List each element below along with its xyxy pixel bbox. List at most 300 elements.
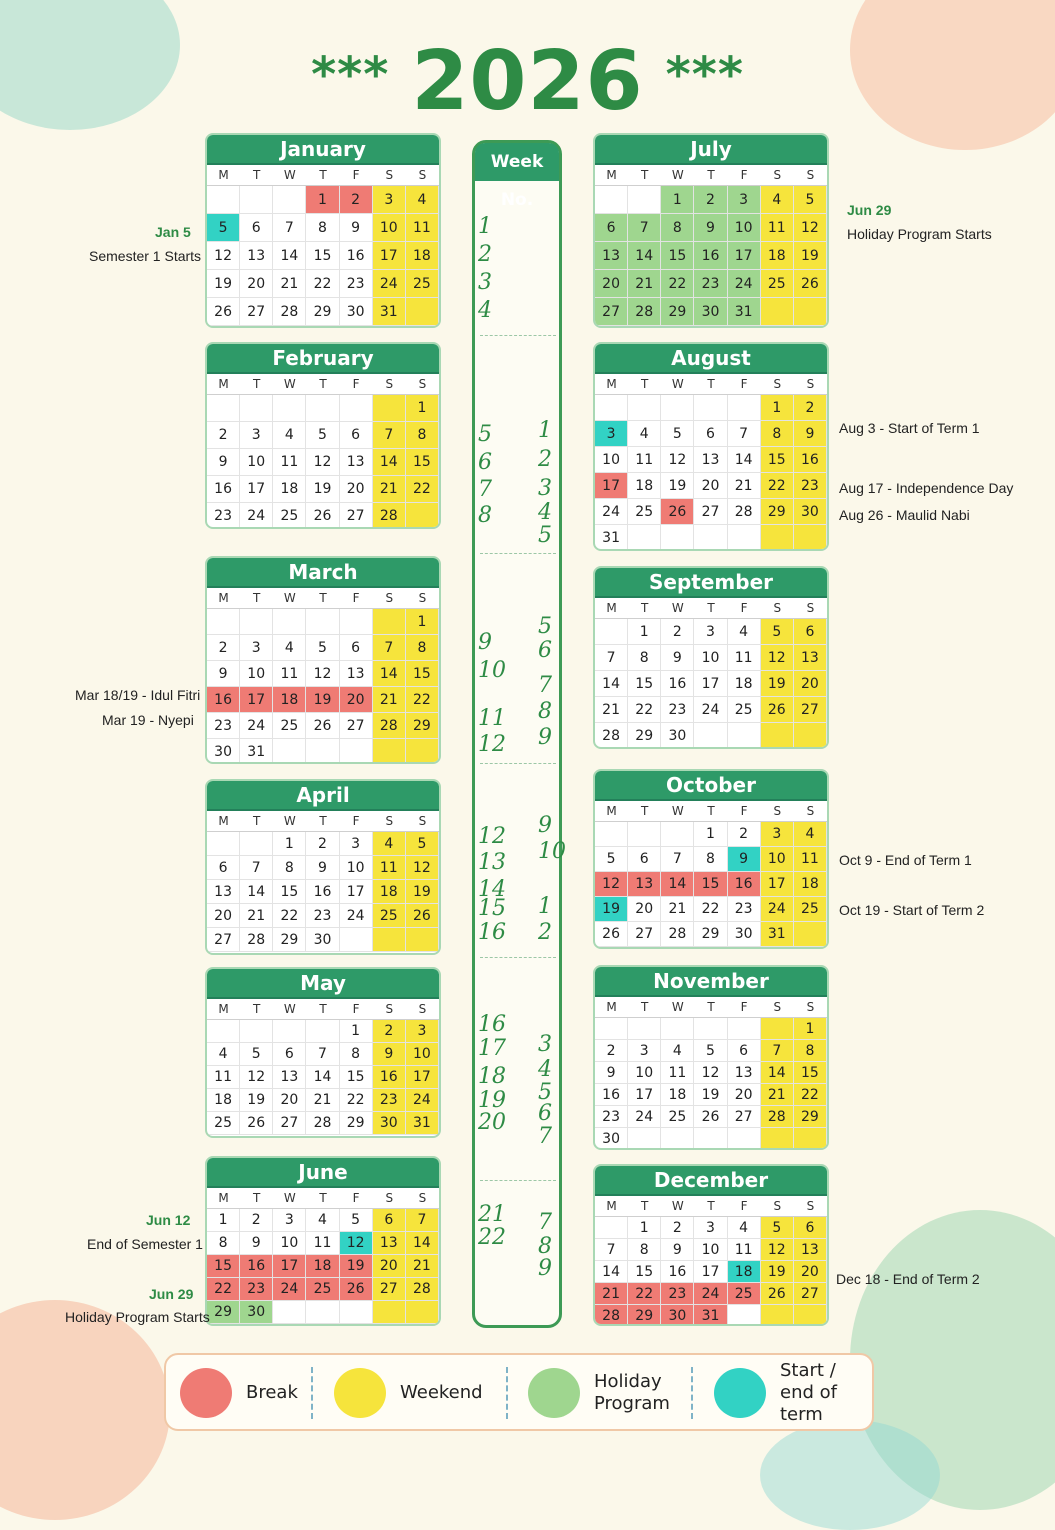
day-cell: 10 <box>595 447 628 473</box>
empty-cell <box>273 1301 306 1324</box>
day-cell: 11 <box>273 661 306 687</box>
day-cell: 28 <box>595 1305 628 1326</box>
day-cell: 18 <box>794 872 827 897</box>
weekday-header: F <box>728 598 761 619</box>
note-jun29-date: Jun 29 <box>149 1286 194 1302</box>
empty-cell <box>373 609 406 635</box>
weekday-header: S <box>761 801 794 822</box>
month-grid <box>207 165 439 326</box>
day-cell: 7 <box>373 635 406 661</box>
day-cell: 20 <box>595 270 628 298</box>
empty-cell <box>273 609 306 635</box>
weekday-header: S <box>406 165 439 186</box>
day-cell: 18 <box>373 880 406 904</box>
week-number-right: 1 <box>538 418 552 443</box>
day-cell: 23 <box>661 697 694 723</box>
empty-cell <box>340 1301 373 1324</box>
day-cell: 8 <box>273 856 306 880</box>
weekday-header: S <box>373 588 406 609</box>
day-cell: 6 <box>794 619 827 645</box>
week-number-left: 15 <box>478 896 506 921</box>
day-cell: 25 <box>207 1112 240 1135</box>
day-cell: 23 <box>306 904 339 928</box>
day-cell: 25 <box>794 897 827 922</box>
day-cell: 10 <box>694 645 727 671</box>
weekday-header: W <box>273 588 306 609</box>
day-cell: 11 <box>373 856 406 880</box>
day-cell: 30 <box>340 298 373 326</box>
week-number-left: 2 <box>478 242 492 267</box>
weekday-header: T <box>628 165 661 186</box>
term-swatch <box>714 1368 766 1418</box>
day-cell: 20 <box>240 270 273 298</box>
day-cell: 3 <box>240 422 273 449</box>
day-cell: 4 <box>794 822 827 847</box>
weekday-header: M <box>207 588 240 609</box>
empty-cell <box>595 1217 628 1239</box>
month-february <box>205 342 441 529</box>
empty-cell <box>340 395 373 422</box>
day-cell: 17 <box>406 1066 439 1089</box>
day-cell: 22 <box>207 1278 240 1301</box>
week-number-left: 21 <box>478 1202 506 1227</box>
day-cell: 13 <box>373 1232 406 1255</box>
month-grid <box>595 801 827 947</box>
day-cell: 25 <box>628 499 661 525</box>
note-jul-text: Holiday Program Starts <box>847 226 992 242</box>
week-number-right: 9 <box>538 1256 552 1281</box>
weekday-header: S <box>794 1196 827 1217</box>
empty-cell <box>273 395 306 422</box>
legend-holiday-label: Holiday Program <box>594 1371 670 1414</box>
day-cell: 27 <box>340 713 373 739</box>
day-cell: 26 <box>694 1106 727 1128</box>
day-cell: 6 <box>273 1043 306 1066</box>
empty-cell <box>373 1301 406 1324</box>
month-title: August <box>595 344 827 374</box>
weekday-header: F <box>340 588 373 609</box>
empty-cell <box>794 525 827 551</box>
day-cell: 9 <box>595 1062 628 1084</box>
day-cell: 7 <box>728 421 761 447</box>
week-number-right: 3 <box>538 476 552 501</box>
empty-cell <box>373 928 406 952</box>
day-cell: 27 <box>628 922 661 947</box>
day-cell: 18 <box>728 1261 761 1283</box>
day-cell: 16 <box>661 671 694 697</box>
weekday-header: W <box>661 801 694 822</box>
day-cell: 29 <box>761 499 794 525</box>
day-cell: 5 <box>306 635 339 661</box>
day-cell: 17 <box>373 242 406 270</box>
week-number-left: 10 <box>478 658 506 683</box>
day-cell: 16 <box>728 872 761 897</box>
day-cell: 14 <box>728 447 761 473</box>
empty-cell <box>240 395 273 422</box>
weekday-header: T <box>694 997 727 1018</box>
month-title: January <box>207 135 439 165</box>
empty-cell <box>406 1301 439 1324</box>
weekday-header: S <box>761 165 794 186</box>
day-cell: 23 <box>340 270 373 298</box>
day-cell: 5 <box>207 214 240 242</box>
empty-cell <box>794 723 827 749</box>
day-cell: 29 <box>207 1301 240 1324</box>
day-cell: 12 <box>761 645 794 671</box>
note-jun12-text: End of Semester 1 <box>87 1236 203 1252</box>
weekday-header: T <box>240 165 273 186</box>
weekday-header: M <box>207 999 240 1020</box>
note-jun12-date: Jun 12 <box>146 1212 191 1228</box>
day-cell: 2 <box>661 619 694 645</box>
empty-cell <box>207 395 240 422</box>
note-mar-idul-fitri: Mar 18/19 - Idul Fitri <box>75 687 201 703</box>
day-cell: 11 <box>628 447 661 473</box>
month-title: September <box>595 568 827 598</box>
day-cell: 6 <box>340 422 373 449</box>
day-cell: 20 <box>794 671 827 697</box>
empty-cell <box>373 395 406 422</box>
day-cell: 18 <box>207 1089 240 1112</box>
note-jan5-date: Jan 5 <box>155 224 191 240</box>
day-cell: 5 <box>761 619 794 645</box>
day-cell: 13 <box>794 1239 827 1261</box>
day-cell: 17 <box>694 671 727 697</box>
day-cell: 3 <box>761 822 794 847</box>
day-cell: 24 <box>240 503 273 529</box>
day-cell: 25 <box>406 270 439 298</box>
day-cell: 21 <box>661 897 694 922</box>
day-cell: 5 <box>340 1209 373 1232</box>
week-number-left: 7 <box>478 477 492 502</box>
empty-cell <box>306 739 339 764</box>
day-cell: 30 <box>694 298 727 326</box>
day-cell: 11 <box>794 847 827 872</box>
day-cell: 30 <box>373 1112 406 1135</box>
week-number-left: 20 <box>478 1110 506 1135</box>
day-cell: 23 <box>207 503 240 529</box>
day-cell: 22 <box>694 897 727 922</box>
day-cell: 16 <box>306 880 339 904</box>
day-cell: 24 <box>595 499 628 525</box>
weekday-header: T <box>628 801 661 822</box>
note-aug3: Aug 3 - Start of Term 1 <box>839 420 980 436</box>
day-cell: 13 <box>207 880 240 904</box>
day-cell: 22 <box>406 687 439 713</box>
day-cell: 21 <box>406 1255 439 1278</box>
day-cell: 11 <box>207 1066 240 1089</box>
day-cell: 22 <box>306 270 339 298</box>
empty-cell <box>207 832 240 856</box>
day-cell: 19 <box>761 671 794 697</box>
day-cell: 19 <box>794 242 827 270</box>
day-cell: 15 <box>661 242 694 270</box>
day-cell: 14 <box>240 880 273 904</box>
weekday-header: M <box>207 374 240 395</box>
day-cell: 14 <box>306 1066 339 1089</box>
day-cell: 16 <box>694 242 727 270</box>
day-cell: 8 <box>628 1239 661 1261</box>
day-cell: 5 <box>240 1043 273 1066</box>
day-cell: 23 <box>207 713 240 739</box>
day-cell: 3 <box>694 1217 727 1239</box>
day-cell: 19 <box>661 473 694 499</box>
day-cell: 9 <box>794 421 827 447</box>
day-cell: 3 <box>240 635 273 661</box>
empty-cell <box>306 609 339 635</box>
weekday-header: M <box>207 1188 240 1209</box>
weekday-header: M <box>595 997 628 1018</box>
weekday-header: M <box>207 165 240 186</box>
day-cell: 18 <box>728 671 761 697</box>
weekday-header: S <box>761 1196 794 1217</box>
day-cell: 24 <box>373 270 406 298</box>
day-cell: 28 <box>240 928 273 952</box>
weekday-header: F <box>728 165 761 186</box>
legend <box>164 1353 874 1431</box>
week-number-right: 6 <box>538 638 552 663</box>
day-cell: 24 <box>628 1106 661 1128</box>
empty-cell <box>240 1020 273 1043</box>
week-number-left: 22 <box>478 1225 506 1250</box>
day-cell: 9 <box>306 856 339 880</box>
day-cell: 2 <box>661 1217 694 1239</box>
week-number-right: 1 <box>538 894 552 919</box>
day-cell: 16 <box>595 1084 628 1106</box>
month-grid <box>595 598 827 749</box>
empty-cell <box>628 1128 661 1150</box>
empty-cell <box>406 503 439 529</box>
day-cell: 25 <box>761 270 794 298</box>
day-cell: 27 <box>340 503 373 529</box>
week-number-header: Week No. <box>475 143 559 181</box>
weekday-header: S <box>406 374 439 395</box>
day-cell: 26 <box>306 503 339 529</box>
week-number-left: 4 <box>478 298 492 323</box>
day-cell: 4 <box>628 421 661 447</box>
empty-cell <box>406 298 439 326</box>
day-cell: 13 <box>340 661 373 687</box>
day-cell: 3 <box>273 1209 306 1232</box>
day-cell: 3 <box>595 421 628 447</box>
weekday-header: S <box>794 997 827 1018</box>
empty-cell <box>595 619 628 645</box>
day-cell: 5 <box>794 186 827 214</box>
day-cell: 13 <box>340 449 373 476</box>
week-separator <box>480 553 556 554</box>
day-cell: 26 <box>661 499 694 525</box>
day-cell: 26 <box>306 713 339 739</box>
month-grid <box>207 374 439 529</box>
day-cell: 21 <box>761 1084 794 1106</box>
month-title: February <box>207 344 439 374</box>
day-cell: 7 <box>761 1040 794 1062</box>
day-cell: 11 <box>306 1232 339 1255</box>
day-cell: 23 <box>728 897 761 922</box>
day-cell: 28 <box>373 503 406 529</box>
day-cell: 6 <box>794 1217 827 1239</box>
week-number-right: 2 <box>538 447 552 472</box>
day-cell: 21 <box>595 1283 628 1305</box>
day-cell: 30 <box>661 1305 694 1326</box>
empty-cell <box>406 928 439 952</box>
day-cell: 20 <box>373 1255 406 1278</box>
day-cell: 8 <box>661 214 694 242</box>
day-cell: 11 <box>661 1062 694 1084</box>
day-cell: 12 <box>595 872 628 897</box>
empty-cell <box>628 186 661 214</box>
day-cell: 14 <box>628 242 661 270</box>
empty-cell <box>273 1020 306 1043</box>
note-jun29-text: Holiday Program Starts <box>65 1309 210 1325</box>
weekday-header: S <box>761 598 794 619</box>
day-cell: 29 <box>628 723 661 749</box>
empty-cell <box>661 1018 694 1040</box>
empty-cell <box>273 739 306 764</box>
empty-cell <box>406 739 439 764</box>
day-cell: 15 <box>207 1255 240 1278</box>
day-cell: 12 <box>340 1232 373 1255</box>
month-grid <box>207 588 439 764</box>
weekday-header: W <box>273 165 306 186</box>
month-title: March <box>207 558 439 588</box>
week-number-right: 10 <box>538 839 566 864</box>
day-cell: 22 <box>273 904 306 928</box>
day-cell: 15 <box>628 1261 661 1283</box>
weekday-header: W <box>661 374 694 395</box>
day-cell: 25 <box>661 1106 694 1128</box>
weekday-header: W <box>273 374 306 395</box>
day-cell: 5 <box>406 832 439 856</box>
empty-cell <box>628 525 661 551</box>
day-cell: 24 <box>761 897 794 922</box>
day-cell: 27 <box>207 928 240 952</box>
day-cell: 30 <box>728 922 761 947</box>
day-cell: 15 <box>406 449 439 476</box>
day-cell: 22 <box>761 473 794 499</box>
month-grid <box>595 374 827 551</box>
weekday-header: S <box>794 165 827 186</box>
day-cell: 26 <box>340 1278 373 1301</box>
week-number-right: 4 <box>538 1057 552 1082</box>
day-cell: 15 <box>694 872 727 897</box>
month-october <box>593 769 829 949</box>
empty-cell <box>207 1020 240 1043</box>
empty-cell <box>628 1018 661 1040</box>
day-cell: 7 <box>661 847 694 872</box>
day-cell: 12 <box>794 214 827 242</box>
empty-cell <box>728 395 761 421</box>
day-cell: 2 <box>340 186 373 214</box>
day-cell: 29 <box>661 298 694 326</box>
empty-cell <box>240 609 273 635</box>
empty-cell <box>595 395 628 421</box>
day-cell: 31 <box>694 1305 727 1326</box>
note-jan5-text: Semester 1 Starts <box>89 248 202 264</box>
note-aug26: Aug 26 - Maulid Nabi <box>839 507 970 523</box>
day-cell: 12 <box>661 447 694 473</box>
weekday-header: F <box>728 801 761 822</box>
empty-cell <box>340 928 373 952</box>
day-cell: 10 <box>240 449 273 476</box>
day-cell: 17 <box>694 1261 727 1283</box>
title-year: 2026 <box>411 34 644 129</box>
day-cell: 25 <box>728 1283 761 1305</box>
day-cell: 22 <box>661 270 694 298</box>
day-cell: 6 <box>240 214 273 242</box>
week-number-right: 9 <box>538 725 552 750</box>
day-cell: 5 <box>306 422 339 449</box>
day-cell: 12 <box>207 242 240 270</box>
day-cell: 26 <box>595 922 628 947</box>
day-cell: 1 <box>694 822 727 847</box>
day-cell: 14 <box>761 1062 794 1084</box>
day-cell: 7 <box>240 856 273 880</box>
day-cell: 3 <box>694 619 727 645</box>
day-cell: 27 <box>694 499 727 525</box>
day-cell: 13 <box>240 242 273 270</box>
note-jul-date: Jun 29 <box>847 202 892 218</box>
day-cell: 11 <box>728 645 761 671</box>
month-grid <box>207 1188 439 1324</box>
day-cell: 1 <box>761 395 794 421</box>
empty-cell <box>761 1018 794 1040</box>
day-cell: 21 <box>373 687 406 713</box>
day-cell: 1 <box>340 1020 373 1043</box>
legend-weekend-label: Weekend <box>400 1382 483 1403</box>
week-number-right: 7 <box>538 673 552 698</box>
weekday-header: M <box>595 801 628 822</box>
day-cell: 1 <box>207 1209 240 1232</box>
empty-cell <box>761 723 794 749</box>
day-cell: 15 <box>306 242 339 270</box>
weekday-header: S <box>406 811 439 832</box>
week-number-left: 16 <box>478 920 506 945</box>
day-cell: 4 <box>406 186 439 214</box>
day-cell: 16 <box>661 1261 694 1283</box>
day-cell: 3 <box>728 186 761 214</box>
day-cell: 26 <box>761 1283 794 1305</box>
day-cell: 1 <box>306 186 339 214</box>
weekday-header: S <box>794 598 827 619</box>
empty-cell <box>728 723 761 749</box>
week-number-right: 3 <box>538 1032 552 1057</box>
day-cell: 20 <box>694 473 727 499</box>
weekday-header: T <box>240 588 273 609</box>
week-number-left: 11 <box>478 706 506 731</box>
week-number-left: 5 <box>478 422 492 447</box>
day-cell: 28 <box>661 922 694 947</box>
weekday-header: T <box>628 997 661 1018</box>
weekday-header: T <box>628 374 661 395</box>
day-cell: 14 <box>595 671 628 697</box>
day-cell: 17 <box>761 872 794 897</box>
day-cell: 24 <box>728 270 761 298</box>
day-cell: 9 <box>373 1043 406 1066</box>
day-cell: 9 <box>207 661 240 687</box>
week-number-left: 12 <box>478 732 506 757</box>
day-cell: 2 <box>306 832 339 856</box>
weekday-header: T <box>240 374 273 395</box>
day-cell: 6 <box>340 635 373 661</box>
weekday-header: T <box>628 1196 661 1217</box>
day-cell: 17 <box>628 1084 661 1106</box>
week-number-right: 7 <box>538 1210 552 1235</box>
day-cell: 20 <box>728 1084 761 1106</box>
day-cell: 8 <box>694 847 727 872</box>
day-cell: 6 <box>373 1209 406 1232</box>
week-number-left: 9 <box>478 630 492 655</box>
